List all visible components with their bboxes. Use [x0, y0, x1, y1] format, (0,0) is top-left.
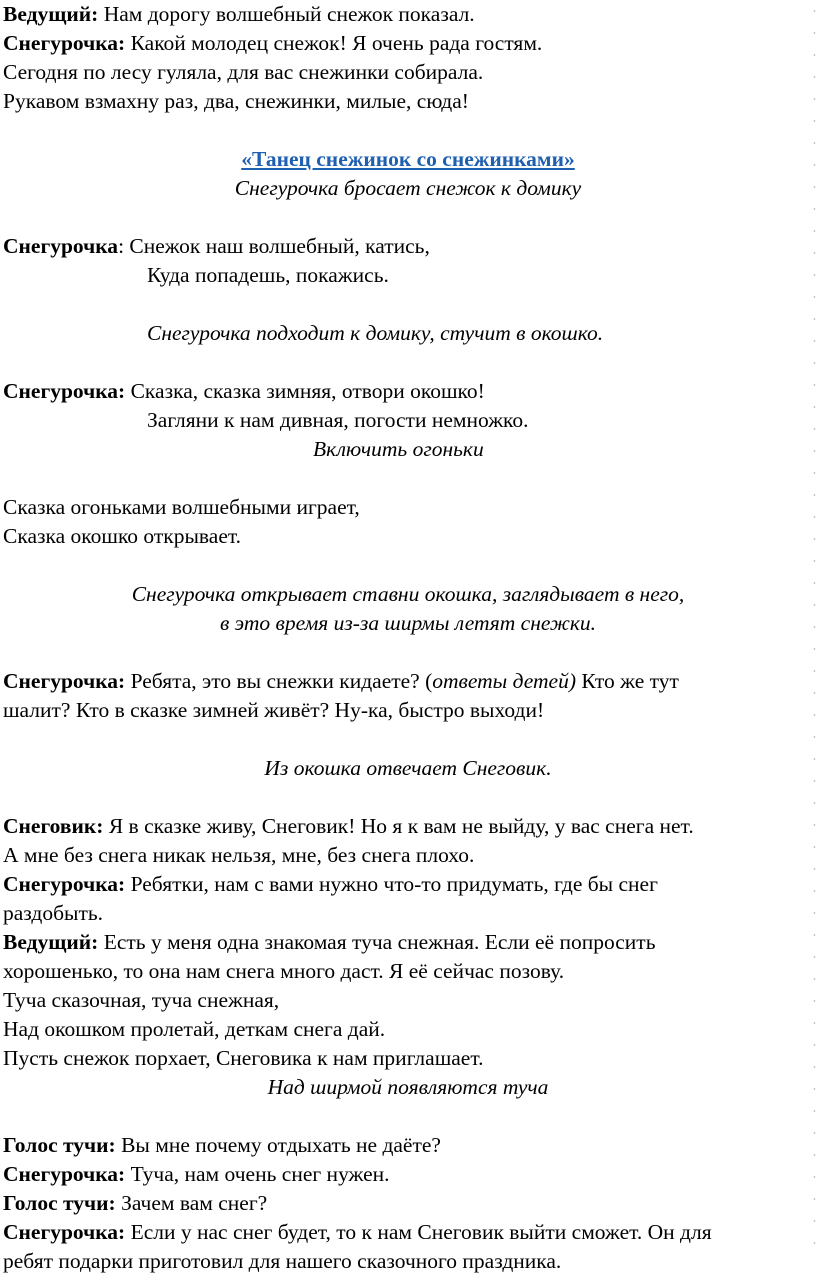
speaker-name: Снегурочка:: [3, 31, 126, 55]
line-text: Я в сказке живу, Снеговик! Но я к вам не выйду, у вас снега нет.: [103, 814, 694, 838]
dialogue-line: Сегодня по лесу гуляла, для вас снежинки собирала.: [3, 60, 484, 84]
dialogue-line: А мне без снега никак нельзя, мне, без снега плохо.: [3, 843, 475, 867]
line-text: Кто же тут: [575, 669, 679, 693]
speaker-name: Голос тучи:: [3, 1133, 116, 1157]
speaker-name: Снегурочка:: [3, 379, 126, 403]
section-title: [0, 145, 816, 174]
line-text: Если у нас снег будет, то к нам Снеговик выйти сможет. Он для: [125, 1220, 712, 1244]
line-text: Сказка, сказка зимняя, отвори окошко!: [125, 379, 485, 403]
dialogue-line: Загляни к нам дивная, погости немножко.: [147, 408, 529, 432]
stage-direction: Снегурочка открывает ставни окошка, заглядывает в него,: [131, 582, 685, 606]
speaker-name: Ведущий:: [3, 930, 99, 954]
dialogue-line: [3, 232, 430, 261]
speaker-name: Снегурочка:: [3, 1162, 126, 1186]
line-text: Ребятки, нам с вами нужно что-то придумать, где бы снег: [125, 872, 658, 896]
speaker-name: Снегурочка: [3, 234, 119, 258]
dialogue-line: [3, 667, 679, 696]
line-text: Есть у меня одна знакомая туча снежная. Если её попросить: [98, 930, 656, 954]
dialogue-line: Над окошком пролетай, деткам снега дай.: [3, 1017, 386, 1041]
stage-direction: в это время из-за ширмы летят снежки.: [219, 611, 597, 635]
speaker-name: Снегурочка:: [3, 669, 126, 693]
speaker-name: Снеговик:: [3, 814, 104, 838]
dialogue-line: [3, 928, 656, 957]
dialogue-line: раздобыть.: [3, 901, 104, 925]
speaker-name: Ведущий:: [3, 2, 99, 26]
line-text: Зачем вам снег?: [115, 1191, 268, 1215]
line-text: Какой молодец снежок! Я очень рада гостям.: [125, 31, 543, 55]
speaker-name: Снегурочка:: [3, 1220, 126, 1244]
line-text: Нам дорогу волшебный снежок показал.: [98, 2, 475, 26]
dialogue-line: [3, 1189, 267, 1218]
dialogue-line: Куда попадешь, покажись.: [147, 263, 389, 287]
dialogue-line: шалит? Кто в сказке зимней живёт? Ну-ка, быстро выходи!: [3, 698, 545, 722]
dialogue-line: Пусть снежок порхает, Снеговика к нам приглашает.: [3, 1046, 484, 1070]
dance-title-link[interactable]: «Танец снежинок со снежинками»: [241, 147, 575, 171]
line-text: Вы мне почему отдыхать не даёте?: [115, 1133, 441, 1157]
line-text: Туча, нам очень снег нужен.: [125, 1162, 390, 1186]
dialogue-line: [3, 870, 658, 899]
dialogue-line: [3, 812, 694, 841]
stage-direction: Из окошка отвечает Снеговик.: [264, 756, 552, 780]
dialogue-line: Сказка огоньками волшебными играет,: [3, 495, 360, 519]
stage-direction: Снегурочка подходит к домику, стучит в окошко.: [147, 321, 604, 345]
dialogue-line: [3, 1131, 441, 1160]
line-text: : Снежок наш волшебный, катись,: [118, 234, 430, 258]
dialogue-line: [3, 377, 485, 406]
dialogue-line: ребят подарки приготовил для нашего сказочного праздника.: [3, 1249, 562, 1273]
dialogue-line: хорошенько, то она нам снега много даст. Я её сейчас позову.: [3, 959, 565, 983]
dialogue-line: [3, 1218, 712, 1247]
dialogue-line: [3, 0, 475, 29]
dialogue-line: Туча сказочная, туча снежная,: [3, 988, 280, 1012]
dialogue-line: Рукавом взмахну раз, два, снежинки, милые, сюда!: [3, 89, 469, 113]
stage-direction: Включить огоньки: [313, 437, 484, 461]
speaker-name: Голос тучи:: [3, 1191, 116, 1215]
dialogue-line: Сказка окошко открывает.: [3, 524, 242, 548]
dialogue-line: [3, 29, 542, 58]
speaker-name: Снегурочка:: [3, 872, 126, 896]
stage-direction: Над ширмой появляются туча: [267, 1075, 549, 1099]
dialogue-line: [3, 1160, 390, 1189]
line-text: Ребята, это вы снежки кидаете? (: [125, 669, 433, 693]
line-remark: ответы детей): [432, 669, 576, 693]
stage-direction: Снегурочка бросает снежок к домику: [234, 176, 582, 200]
